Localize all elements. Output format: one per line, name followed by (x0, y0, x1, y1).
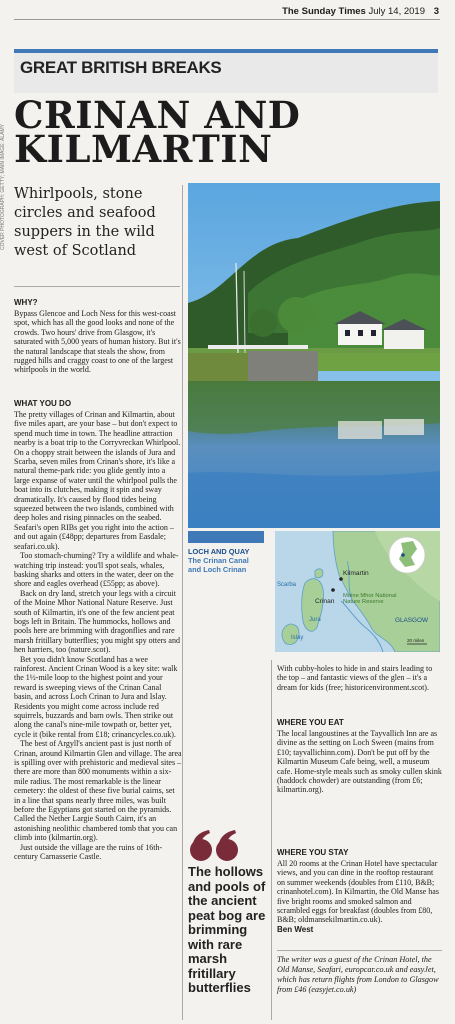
paragraph: Just outside the village are the ruins of 16th-century Carnasserie Castle. (14, 842, 163, 862)
footnote: The writer was a guest of the Crinan Hotel, the Old Manse, Seafari, europcar.co.uk and easyJet, which has return flights from London to Glasgow from £46 (easyjet.co.uk) (277, 955, 439, 994)
map-tag-bar (188, 531, 264, 543)
map-scale: 20 miles (407, 638, 425, 643)
map-caption (188, 547, 270, 574)
paragraph: All 20 rooms at the Crinan Hotel have spectacular views, and you can dine in the rooftop restaurant on summer weekends (doubles from £110, B&B; crinanhotel.com). In Kilmartin, the Old Manse has five bright rooms and smoked salmon and scrambled eggs for breakfast (doubles from £80, B&B; oldmansekilmartin.co.uk). (277, 859, 439, 925)
publication-name: The Sunday Times (282, 6, 366, 17)
map-label-reserve-line-2: Nature Reserve (343, 599, 384, 605)
column-divider-left (182, 185, 183, 1020)
issue-date: July 14, 2019 (368, 6, 425, 17)
map-caption-line-1: The Crinan Canal (188, 556, 249, 565)
map-tag: LOCH AND QUAY (188, 547, 250, 556)
paragraph: Bypass Glencoe and Loch Ness for this west-coast spot, which has all the good looks and none of the crowds. Two hours' drive from Glasgow, it's saturated with 5,000 years of human history. But it's the natural landscape that steals the show, from rugged hills and craggy coast to one of the largest whirlpools in the world. (14, 309, 181, 375)
why-body (14, 309, 182, 375)
masthead (0, 0, 455, 20)
headline (14, 93, 444, 171)
map-label-scarba: Scarba (277, 582, 297, 588)
pull-quote: The hollows and pools of the ancient peat bog are brimming with rare marsh fritillary butterflies (188, 864, 266, 995)
section-heading-why: WHY? (14, 298, 38, 307)
map-label-jura: Jura (309, 617, 321, 623)
location-map (275, 531, 440, 652)
continued-text (277, 664, 443, 692)
main-photo-canal-lock (188, 183, 440, 528)
byline: Ben West (277, 924, 314, 934)
footnote-rule (277, 950, 442, 951)
map-caption-line-2: and Loch Crinan (188, 565, 247, 574)
paragraph: Too stomach-churning? Try a wildlife and whale-watching trip instead: you'll spot seals, whales, basking sharks and otters in the water, deer on the shore and eagles overhead (£55pp; as above). (14, 551, 179, 589)
paragraph: Back on dry land, stretch your legs with a circuit of the Moine Mhor National Nature Reserve. Just south of Kilmartin, it's one of the few ancient peat bogs left in Britain. The hummocks, hollows and pools here are brimming with dragonflies and rare marsh fritillary butterflies; you might spy otters and hen harriers, too (nature.scot). (14, 588, 180, 655)
section-heading-where-you-stay: WHERE YOU STAY (277, 848, 349, 857)
standfirst: Whirlpools, stone circles and seafood suppers in the wild west of Scotland (14, 186, 156, 259)
paragraph: Bet you didn't know Scotland has a wee rainforest. Ancient Crinan Wood is a key site: walk the 1½-mile loop to the highest point and your reward is sweeping views of the Crinan Canal basin, and across Loch Crinan to Jura and Islay. Residents you might come across include red squirrels, buzzards and barn owls. Then strike out along the canal's nine-mile towpath or, better yet, cycle it (bike rental from £18; crinancycles.co.uk). (14, 654, 178, 739)
paragraph: The local langoustines at the Tayvallich Inn are as divine as the setting on Loch Sween (mains from £10; tayvallichinn.com). Don't be put off by the Kilmartin Museum Cafe being, well, a museum cafe. Home-style meals such as smoky cullen skink (haddock chowder) are outstanding (from £6; kilmartin.org). (277, 729, 442, 795)
where-you-stay-body (277, 859, 443, 934)
where-you-eat-body (277, 729, 443, 795)
headline-line-2: KILMARTIN (14, 127, 273, 171)
paragraph: With cubby-holes to hide in and stairs leading to the top – and fantastic views of the glen – it's a dream for kids (free; historicenvironment.scot). (277, 664, 433, 692)
page-number: 3 (433, 6, 439, 17)
map-label-kilmartin: Kilmartin (343, 570, 369, 577)
section-heading-what-you-do: WHAT YOU DO (14, 399, 72, 408)
standfirst-rule (14, 286, 180, 287)
quote-mark-icon (187, 828, 247, 868)
section-heading-where-you-eat: WHERE YOU EAT (277, 718, 344, 727)
map-label-crinan: Crinan (315, 598, 335, 605)
headline-line-1: CRINAN AND (14, 93, 301, 137)
column-divider-right (271, 660, 272, 1020)
paragraph: The pretty villages of Crinan and Kilmartin, about five miles apart, are your base – but don't expect to spend much time in town. The headline attraction nearby is a boat trip to the Corryvreckan Whirlpool. On a choppy strait between the islands of Jura and Scarba, seven miles from Crinan's shore, it's like a natural theme-park ride: you glide gently into a large expanse of water until the whirlpool pulls the boat into its clutches, making it spin and sway dramatically. It's caused by flood tides being squeezed between the two islands, combined with deep holes and rising pinnacles on the seabed. Seafari's open RIBs get you right into the action – and out again (£48pp; departures from Easdale; seafari.co.uk). (14, 410, 181, 551)
what-you-do-body (14, 410, 182, 862)
banner-title: GREAT BRITISH BREAKS (20, 58, 222, 77)
paragraph: The best of Argyll's ancient past is just north of Crinan, around Kilmartin Glen and village. The area is spilling over with prehistoric and medieval sites – there are more than 800 monuments within a six-mile radius. The most remarkable is the linear cemetery: the oldest of these five burial cairns, set in a line that spans nearly three miles, was built before the Egyptians got started on the pyramids. Called the Nether Largie South Cairn, it's an astonishing neolithic chambered tomb that you can climb into (kilmartin.org). (14, 739, 182, 843)
section-banner (14, 49, 438, 93)
map-label-reserve-line-1: Moine Mhor National (343, 593, 397, 599)
map-label-islay: Islay (291, 635, 304, 641)
photo-credit: COVER PHOTOGRAPH: GETTY; MAIN IMAGE: ALAMY (0, 124, 6, 250)
map-label-glasgow: GLASGOW (395, 617, 429, 624)
top-rule (14, 19, 440, 20)
